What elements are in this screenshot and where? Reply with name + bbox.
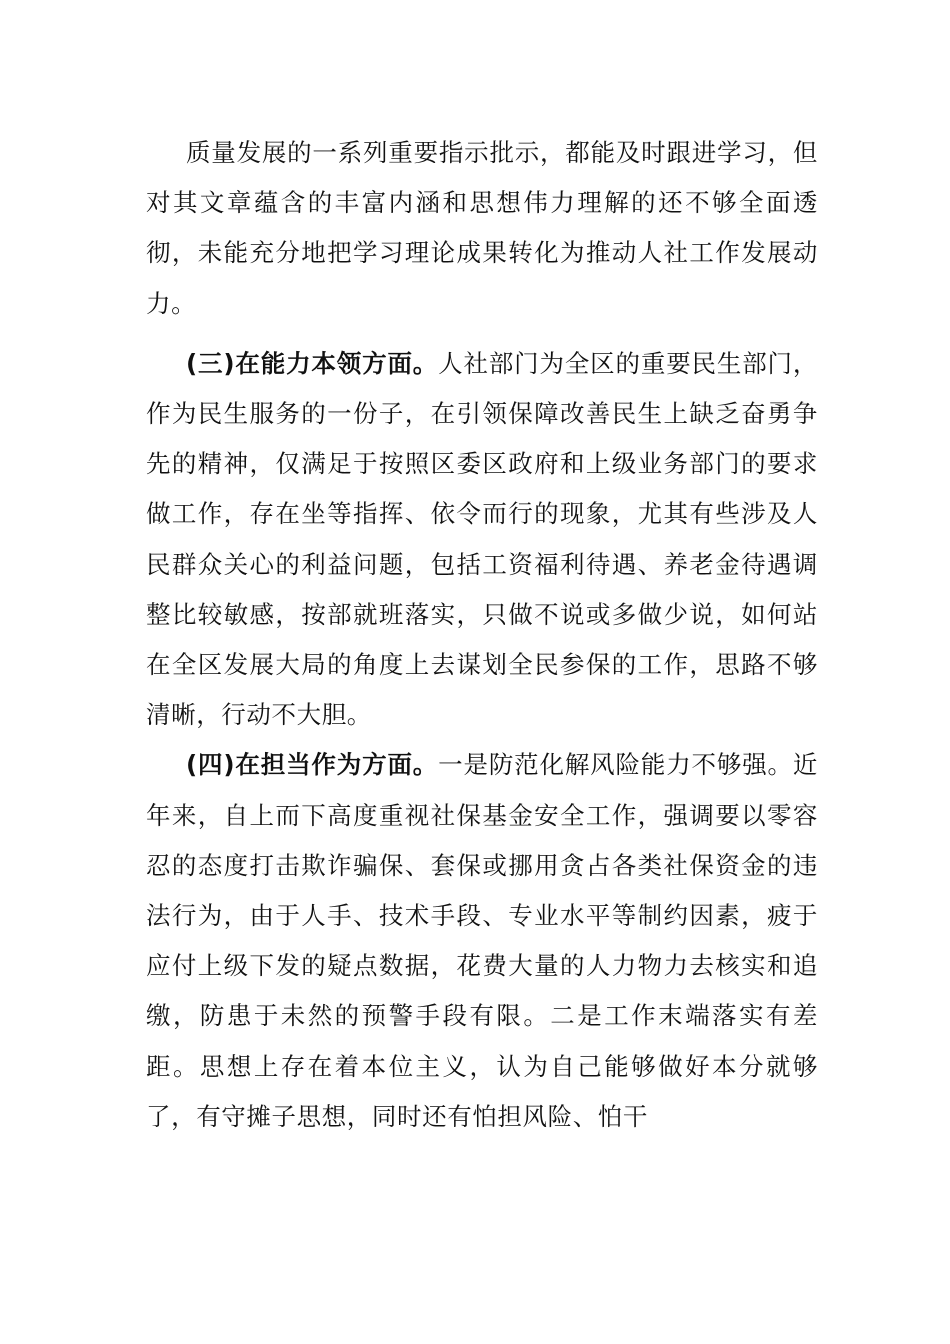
paragraph-text: 质量发展的一系列重要指示批示，都能及时跟进学习，但对其文章蕴含的丰富内涵和思想伟力理解的还不够全面透彻，未能充分地把学习理论成果转化为推动人社工作发展动力。 [146, 138, 818, 318]
section-heading-responsibility: (四)在担当作为方面。 [186, 750, 439, 780]
section-heading-ability: (三)在能力本领方面。 [186, 348, 439, 378]
paragraph-text: 人社部门为全区的重要民生部门，作为民生服务的一份子，在引领保障改善民生上缺乏奋勇争先的精神，仅满足于按照区委区政府和上级业务部门的要求做工作，存在坐等指挥、依令而行的现象，尤其有些涉及人民群众关心的利益问题，包括工资福利待遇、养老金待遇调整比较敏感，按部就班落实，只做不说或多做少说，如何站在全区发展大局的角度上去谋划全民参保的工作，思路不够清晰，行动不大胆。 [146, 348, 818, 730]
paragraph-ability [146, 339, 818, 741]
paragraph-continuation [146, 128, 818, 329]
paragraph-text: 一是防范化解风险能力不够强。近年来，自上而下高度重视社保基金安全工作，强调要以零容忍的态度打击欺诈骗保、套保或挪用贪占各类社保资金的违法行为，由于人手、技术手段、专业水平等制约因素，疲于应付上级下发的疑点数据，花费大量的人力物力去核实和追缴，防患于未然的预警手段有限。二是工作末端落实有差距。思想上存在着本位主义，认为自己能够做好本分就够了，有守摊子思想，同时还有怕担风险、怕干 [146, 750, 818, 1131]
document-body [146, 128, 818, 1142]
paragraph-responsibility [146, 740, 818, 1142]
